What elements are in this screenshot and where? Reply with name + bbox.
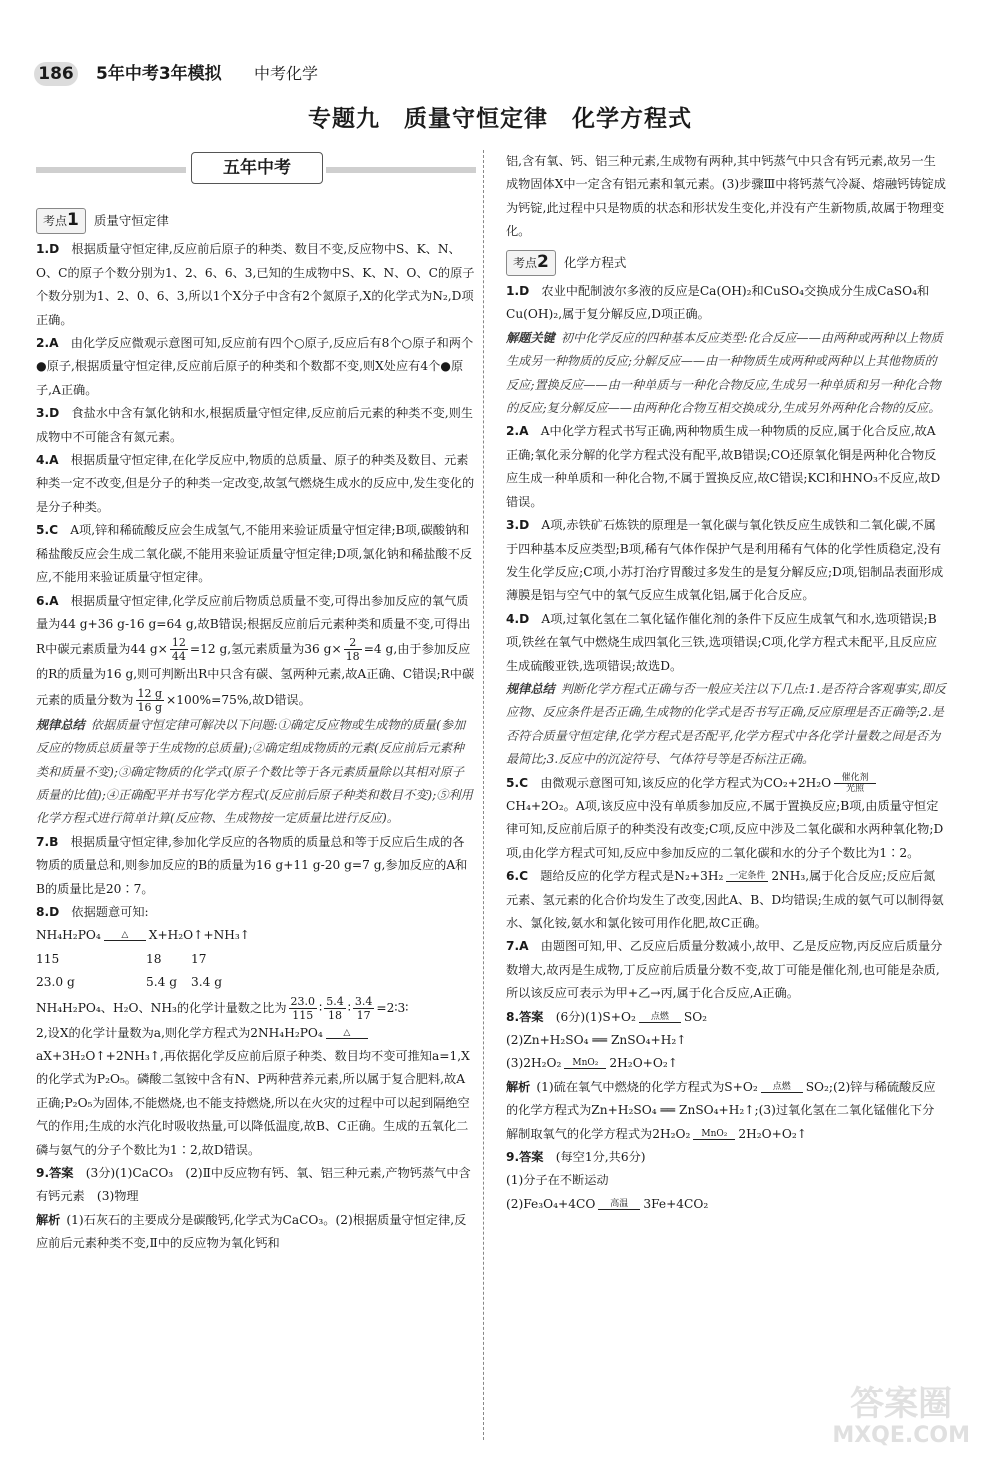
answer-item: 9.答案 (3分)(1)CaCO₃ (2)Ⅱ中反应物有钙、氧、铝三种元素,产物钙蒸气中含有钙元素 (3)物理 [36, 1166, 471, 1204]
reaction-arrow: MnO₂ [693, 1129, 735, 1140]
answer-text: 2,设X的化学计量数为a,则化学方程式为2NH₄H₂PO₄ △ aX+3H₂O↑+2NH₃↑,再依据化学反应前后原子种类、数目均不变可推知a=1,X的化学式为P₂O₅。磷酸二氢铵中含有N、P两种营养元素,所以属于复合肥料,故A正确;P₂O₅为固体,不能燃烧,也不能支持燃烧,所以在火灾的过程中可以起到隔绝空气的作用;生成的水汽化时吸收热量,可以降低温度,故B、C正确。生成的五氧化二磷与氨气的分子个数比为1∶2,故D错误。 [36, 1025, 470, 1157]
reaction-arrow: △ [104, 930, 146, 941]
reaction-arrow: 高温 [598, 1199, 640, 1210]
right-column [506, 150, 946, 1216]
equation-line: NH₄H₂PO₄ △ X+H₂O↑+NH₃↑ [36, 928, 250, 943]
fraction: $\frac{2}{18}$ [345, 636, 360, 664]
answer-item: 5.C 由微观示意图可知,该反应的化学方程式为CO₂+2H₂O 催化剂 光照 CH₄+2O₂。A项,该反应中没有单质参加反应,不属于置换反应;B项,由质量守恒定律可知,反应前后原子的种类没有改变;C项,反应中涉及二氧化碳和水两种氧化物;D项,由化学方程式可知,反应中参加反应的二氧化碳和水的分子个数比为1∶2。 [506, 772, 944, 860]
answer-text: 铝,含有氧、钙、铝三种元素,生成物有两种,其中钙蒸气中只含有钙元素,故另一生成物固体X中一定含有铝元素和氧元素。(3)步骤Ⅲ中将钙蒸气冷凝、熔融钙铸锭成为钙锭,此过程中只是物质的状态和形状发生变化,并没有产生新物质,故属于物理变化。 [506, 154, 946, 239]
answer-item: 2.A A中化学方程式书写正确,两种物质生成一种物质的反应,属于化合反应,故A正确;氧化汞分解的化学方程式没有配平,故B错误;CO还原氧化铜是两种化合物反应生成一种单质和一种化合物,不属于置换反应,故C错误;KCl和HNO₃不反应,故D错误。 [506, 424, 941, 509]
fraction: $\frac{12}{44}$ [171, 636, 186, 664]
ratio-line: NH₄H₂PO₄、H₂O、NH₃的化学计量数之比为 $\frac{23.0}{115}$ ∶ $\frac{5.4}{18}$ ∶ $\frac{3.4}{17}$ =2∶3∶ [36, 994, 409, 1022]
answer-item: 8.答案 (6分)(1)S+O₂ 点燃 SO₂ [506, 1009, 708, 1024]
answer-text: (1)分子在不断运动 [506, 1173, 609, 1188]
analysis: 解析 (1)硫在氧气中燃烧的化学方程式为S+O₂ 点燃 SO₂;(2)锌与稀硫酸反应的化学方程式为Zn+H₂SO₄ ══ ZnSO₄+H₂↑;(3)过氧化氢在二氧化锰催化下分解制取氧气的化学方程式为2H₂O₂ MnO₂ 2H₂O+O₂↑ [506, 1079, 936, 1141]
subject-label: 中考化学 [254, 64, 319, 83]
left-column [36, 202, 476, 1256]
book-title: 5年中考3年模拟 [96, 64, 222, 84]
answer-item: 4.A 根据质量守恒定律,在化学反应中,物质的总质量、原子的种类及数目、元素种类一定不改变,但是分子的种类一定改变,故氢气燃烧生成水的反应中,发生变化的是分子种类。 [36, 453, 475, 514]
answer-item: 7.A 由题图可知,甲、乙反应后质量分数减小,故甲、乙是反应物,丙反应后质量分数增大,故丙是生成物,丁反应前后质量分数不变,故丁可能是催化剂,也可能是杂质,所以该反应可表示为甲+乙→丙,属于化合反应,A正确。 [506, 939, 943, 1001]
answer-item: 1.D 根据质量守恒定律,反应前后原子的种类、数目不变,反应物中S、K、N、O、C的原子个数分别为1、2、6、6、3,已知的生成物中S、K、N、O、C的原子个数分别为1、2、0、6、3,所以1个X分子中含有2个氮原子,X的化学式为N₂,D项正确。 [36, 242, 475, 327]
mass-row: 115 18 17 [36, 951, 207, 966]
banner-rule-right [326, 167, 476, 173]
kaodian-tag: 考点1 [36, 208, 86, 234]
kaodian-tag: 考点2 [506, 250, 556, 276]
section-banner [36, 152, 476, 182]
watermark: 答案圈 MXQE.COM [832, 1384, 970, 1448]
answer-item: 8.D 依据题意可知: [36, 904, 149, 919]
rule-summary: 规律总结 判断化学方程式正确与否一般应关注以下几点:1.是否符合客观事实,即反应物、反应条件是否正确,生成物的化学式是否书写正确,反应原理是否正确等;2.是否符合质量守恒定律,化学方程式是否配平,化学方程式中各化学计量数之间是否为最简比;3.反应中的沉淀符号、气体符号等是否标注正确。 [506, 681, 946, 767]
answer-item: 7.B 根据质量守恒定律,参加化学反应的各物质的质量总和等于反应后生成的各物质的质量总和,则参加反应的B的质量为16 g+11 g-20 g=7 g,参加反应的A和B的质量比是20∶7。 [36, 834, 468, 896]
page-number: 186 [34, 62, 78, 86]
reaction-arrow: 一定条件 [726, 871, 768, 882]
reaction-arrow: △ [326, 1028, 368, 1039]
answer-item: 3.D 食盐水中含有氯化钠和水,根据质量守恒定律,反应前后元素的种类不变,则生成物中不可能含有氮元素。 [36, 406, 474, 444]
fraction: $\frac{12 g}{16 g}$ [137, 686, 163, 714]
answer-item: 6.C 题给反应的化学方程式是N₂+3H₂ 一定条件 2NH₃,属于化合反应;反应后氮元素、氢元素的化合价均发生了改变,因此A、B、D均错误;生成的氨气可以制得氨水、氯化铵,氨水和氯化铵可用作化肥,故C正确。 [506, 869, 944, 930]
answer-item: 1.D 农业中配制波尔多液的反应是Ca(OH)₂和CuSO₄交换成分生成CaSO₄和Cu(OH)₂,属于复分解反应,D项正确。 [506, 284, 930, 322]
reaction-arrow: 催化剂 光照 [834, 773, 876, 794]
fraction: $\frac{23.0}{115}$ [290, 994, 316, 1022]
kaodian-title: 化学方程式 [563, 254, 627, 270]
kaodian-2 [506, 250, 946, 276]
answer-item: 2.A 由化学反应微观示意图可知,反应前有四个○原子,反应后有8个○原子和两个●原子,根据质量守恒定律,反应前后原子的种类和个数都不变,则X处应有4个●原子,A正确。 [36, 336, 474, 397]
reaction-arrow: 点燃 [639, 1012, 681, 1023]
equation-line: (3)2H₂O₂ MnO₂ 2H₂O+O₂↑ [506, 1056, 678, 1071]
kaodian-1 [36, 208, 476, 234]
fraction: $\frac{5.4}{18}$ [326, 994, 344, 1022]
banner-label: 五年中考 [191, 152, 323, 184]
answer-item: 3.D A项,赤铁矿石炼铁的原理是一氧化碳与氧化铁反应生成铁和二氧化碳,不属于四种基本反应类型;B项,稀有气体作保护气是利用稀有气体的化学性质稳定,没有发生化学反应;C项,小苏打治疗胃酸过多发生的是复分解反应;D项,铝制品表面形成薄膜是铝与空气中的氧气反应生成氧化铝,属于化合反应。 [506, 518, 944, 603]
analysis: 解析 (1)石灰石的主要成分是碳酸钙,化学式为CaCO₃。(2)根据质量守恒定律,反应前后元素种类不变,Ⅱ中的反应物为氧化钙和 [36, 1212, 467, 1251]
chapter-title: 专题九 质量守恒定律 化学方程式 [308, 106, 692, 132]
key-point: 解题关键 初中化学反应的四种基本反应类型:化合反应——由两种或两种以上物质生成另一种物质的反应;分解反应——由一种物质生成两种或两种以上其他物质的反应;置换反应——由一种单质与一种化合物反应,生成另一种单质和另一种化合物的反应;复分解反应——由两种化合物互相交换成分,生成另外两种化合物的反应。 [506, 330, 943, 416]
reaction-arrow: MnO₂ [564, 1058, 606, 1069]
rule-summary: 规律总结 依据质量守恒定律可解决以下问题:①确定反应物或生成物的质量(参加反应的物质总质量等于生成物的总质量);②确定组成物质的元素(反应前后元素种类和质量不变);③确定物质的化学式(原子个数比等于各元素质量除以其相对原子质量的比值);④正确配平并书写化学方程式(反应前后原子种类和数目不变);⑤利用化学方程式进行简单计算(反应物、生成物按一定质量比进行反应)。 [36, 717, 473, 826]
equation-line: (2)Zn+H₂SO₄ ══ ZnSO₄+H₂↑ [506, 1033, 687, 1048]
reaction-arrow: 点燃 [761, 1082, 803, 1093]
answer-item: 4.D A项,过氧化氢在二氧化锰作催化剂的条件下反应生成氧气和水,选项错误;B项,铁丝在氧气中燃烧生成四氧化三铁,选项错误;C项,化学方程式未配平,且反应应生成硫酸亚铁,选项错误;故选D。 [506, 611, 938, 673]
mass-row: 23.0 g 5.4 g 3.4 g [36, 975, 223, 990]
column-divider [483, 150, 484, 1440]
answer-item: 5.C A项,锌和稀硫酸反应会生成氢气,不能用来验证质量守恒定律;B项,碳酸钠和稀盐酸反应会生成二氧化碳,不能用来验证质量守恒定律;D项,氯化钠和稀盐酸不反应,不能用来验证质量守恒定律。 [36, 523, 473, 585]
fraction: $\frac{3.4}{17}$ [354, 994, 373, 1022]
answer-item: 9.答案 (每空1分,共6分) [506, 1150, 646, 1165]
equation-line: (2)Fe₃O₄+4CO 高温 3Fe+4CO₂ [506, 1196, 709, 1211]
banner-rule-left [36, 167, 186, 173]
kaodian-title: 质量守恒定律 [93, 213, 169, 228]
answer-item: 6.A 根据质量守恒定律,化学反应前后物质总质量不变,可得出参加反应的氧气质量为44 g+36 g-16 g=64 g,故B错误;根据反应前后元素种类和质量不变,可得出R中碳元素质量为44 g× $\frac{12}{44}$ =12 g,氢元素质量为36 g× $\frac{2}{18}$ =4 g,由于参加反应的R的质量为16 g,则可判断出R中只含有碳、氢两种元素,故A正确、C错误;R中碳元素的质量分数为 $\frac{12 g}{16 g}$ ×100%=75%,故D错误。 [36, 593, 475, 714]
